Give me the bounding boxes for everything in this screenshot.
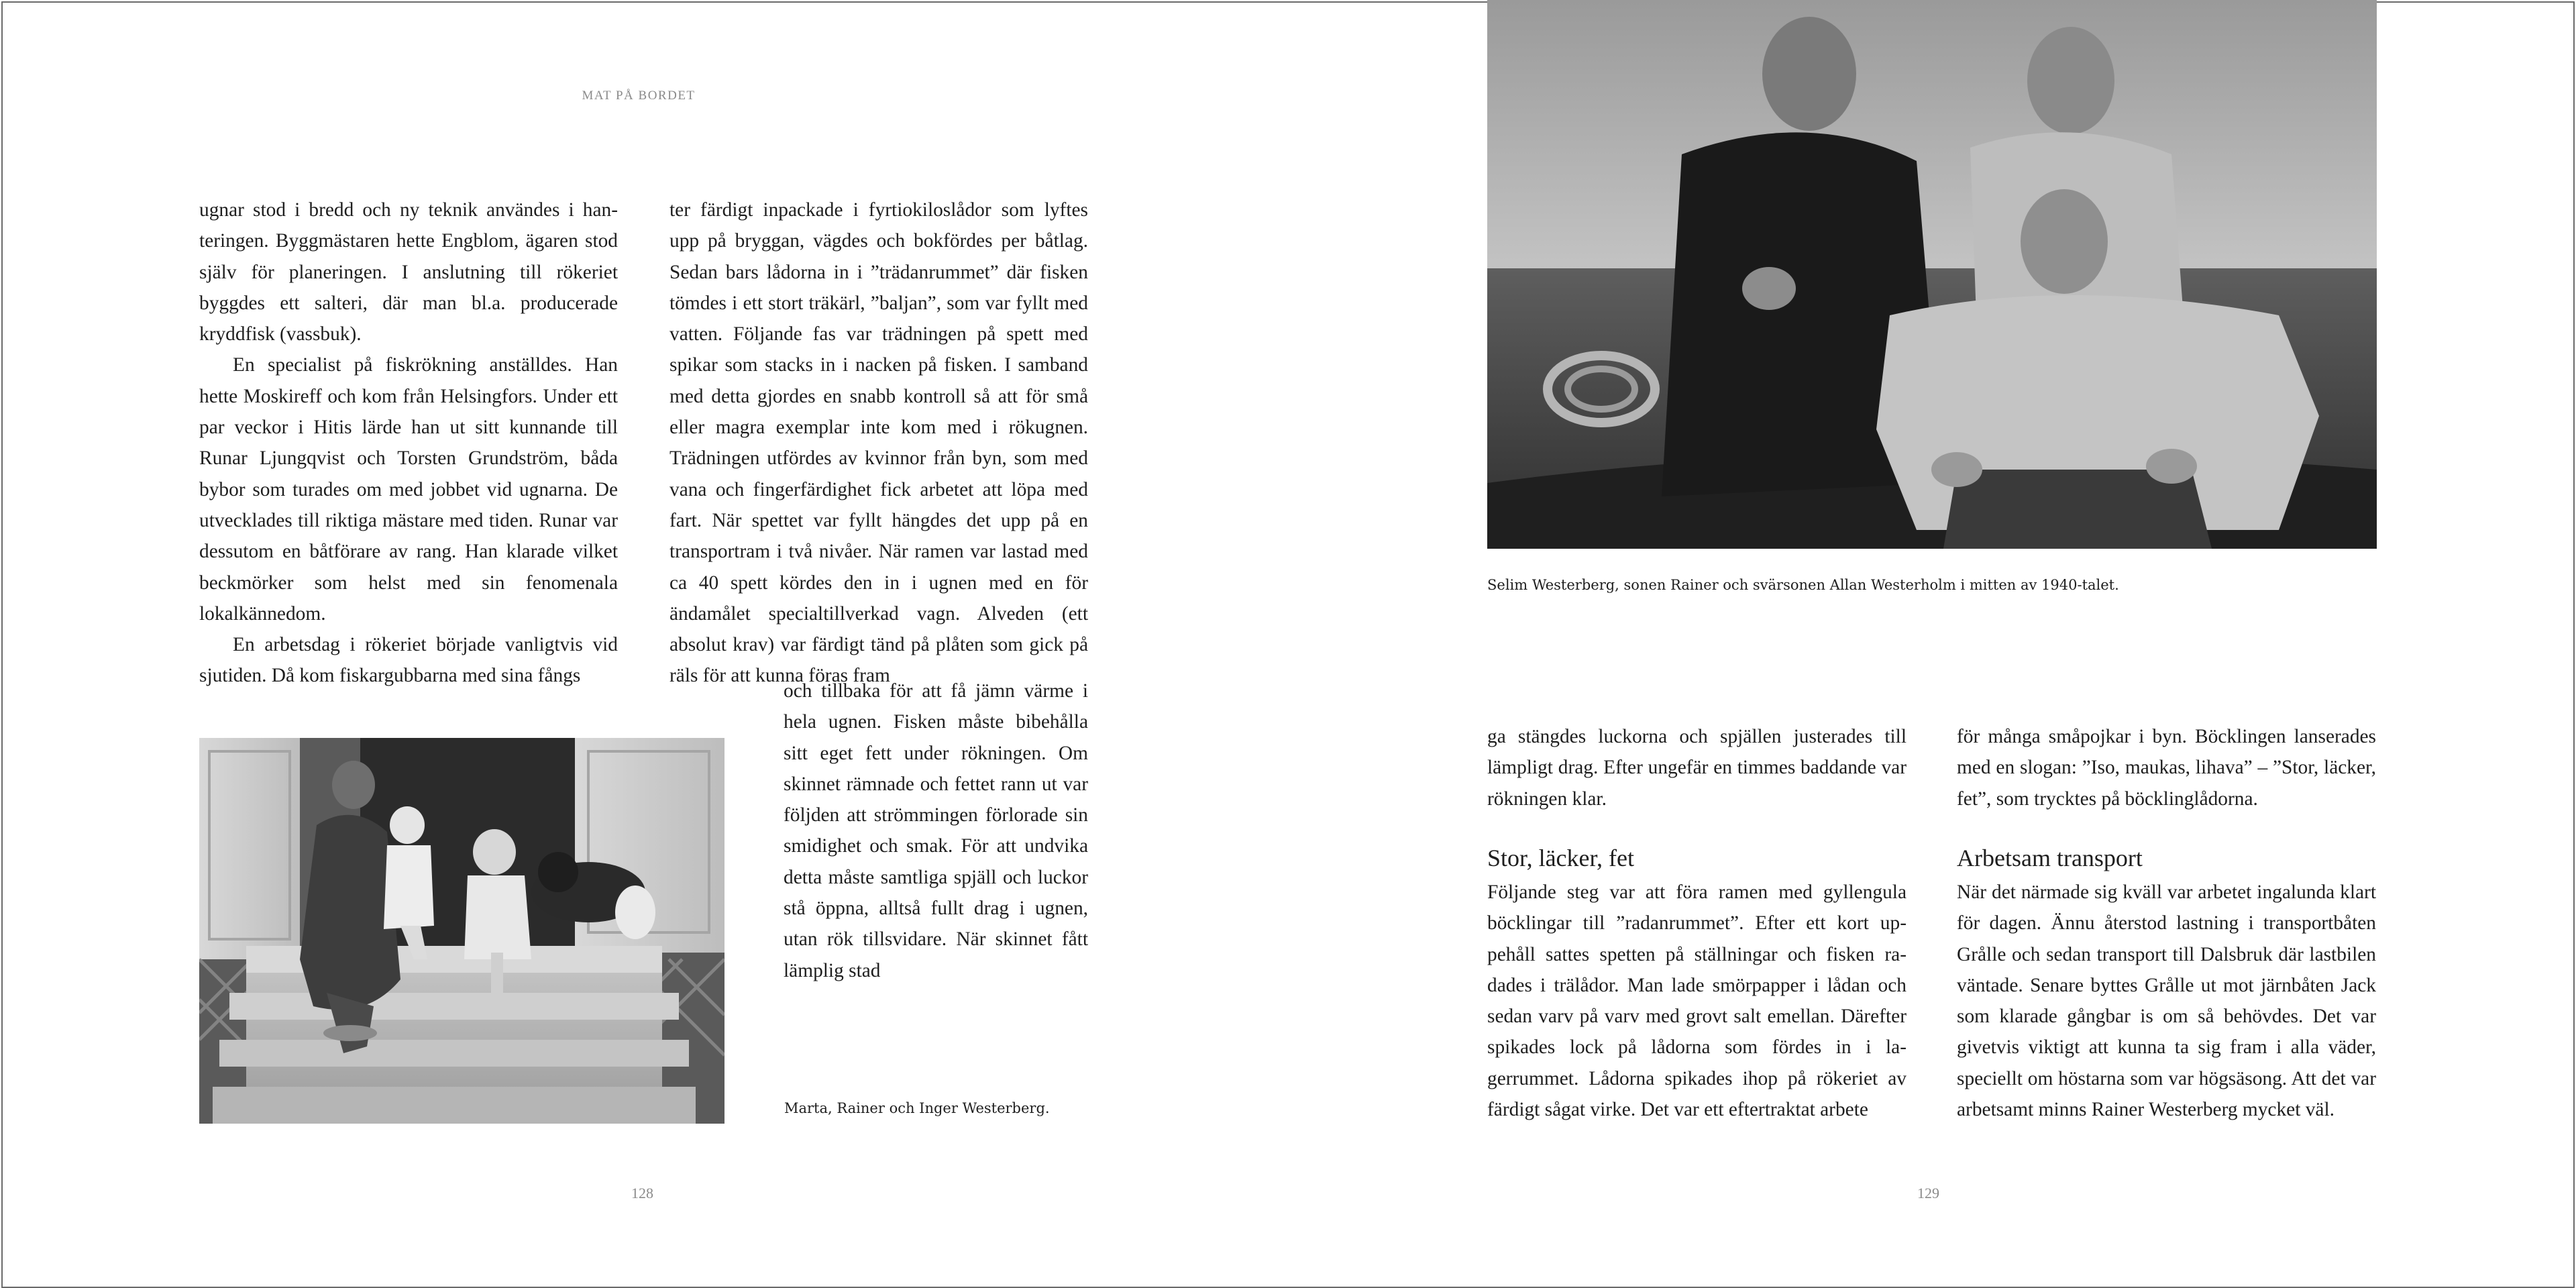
paragraph: för många småpojkar i byn. Böcklingen lanserades med en slogan: ”Iso, maukas, lihava” – ”Stor, läcker, fet”, som trycktes på böcklinglådorna. — [1957, 726, 2376, 810]
paragraph: En arbetsdag i rökeriet började vanligtvis vid sjutiden. Då kom fiskargubbarna med sina fångs — [199, 634, 618, 687]
text-column-b-upper — [669, 195, 1088, 692]
paragraph: En specialist på fiskrökning anställdes. Han hette Moskireff och kom från Helsingfors. Under ett par veckor i Hitis lärde han ut sitt kunnande till Runar Ljungqvist och Torsten Grundström, båda bybor som turades om med jobbet vid ugnarna. De utvecklades till riktiga mästare med tiden. Runar var dessutom en båtförare av rang. Han klarade vilket beckmörker som helst med sin fenomenala lokalkännedom. — [199, 354, 618, 625]
paragraph: och tillbaka för att få jämn värme i hela ugnen. Fisken måste bibehålla sitt eget fett under rökningen. Om skinnet rämnade och fettet rann ut var följden att strömmingen förlorade sin smidighet och smak. För att undvika detta måste samtliga spjäll och luckor stå öppna, alltså fullt drag i ugnen, utan rök tillsvidare. När skinnet fått lämplig stad — [784, 680, 1088, 981]
section-heading: Stor, läcker, fet — [1487, 845, 1635, 871]
right-page — [1288, 0, 2576, 1288]
page-number: 129 — [1917, 1185, 1939, 1201]
paragraph: Följande steg var att föra ramen med gyllengula böcklingar till ”radanrummet”. Efter ett kort uppehåll sattes spetten på ställningar och fisken radades i trälådor. Man lade smörpapper i lådan och sedan varv på varv med grovt salt emellan. Därefter spikades lock på lådorna som fördes in i lagerrummet. Lådorna spikades ihop på rökeriet av färdigt sågat virke. Det var ett eftertraktat arbete — [1487, 881, 1907, 1121]
paragraph: ga stängdes luckorna och spjällen justerades till lämpligt drag. Efter ungefär en timmes baddande var rökningen klar. — [1487, 726, 1907, 810]
running-head: MAT PÅ BORDET — [582, 89, 696, 103]
boat-photo-image — [1487, 0, 2377, 549]
section-heading: Arbetsam transport — [1957, 845, 2143, 871]
paragraph: ugnar stod i bredd och ny teknik användes i hanteringen. Byggmästaren hette Engblom, ägaren stod själv för planeringen. I anslutning till rökeriet byggdes ett salteri, där man bl.a. producerade kryddfisk (vassbuk). — [199, 199, 618, 345]
page-number: 128 — [631, 1185, 653, 1201]
text-column-b-lower — [784, 676, 1088, 986]
text-column-c-body — [1487, 877, 1907, 1125]
family-photo — [199, 738, 724, 1124]
text-column-d-intro — [1957, 721, 2376, 814]
boat-photo — [1487, 0, 2377, 549]
paragraph: ter färdigt inpackade i fyrtiokiloslådor som lyftes upp på bryggan, vägdes och bokfördes per båtlag. Sedan bars lådorna in i ”trädanrummet” där fisken tömdes i ett stort träkärl, ”baljan”, som var fyllt med vatten. Följande fas var trädningen på spett med spikar som stacks in i nacken på fisken. I samband med detta gjordes en snabb kontroll så att för små eller magra exemplar inte kom med i rökugnen. Trädningen utfördes av kvinnor från byn, som med vana och fingerfärdighet fick arbetet att löpa med fart. När spettet var fyllt hängdes det upp på en transportram i två nivåer. När ramen var lastad med ca 40 spett kördes den in i ugnen med en för ändamålet specialtillverkad vagn. Alveden (ett absolut krav) var färdigt tänd på plåten som gick på räls för att kunna föras fram — [669, 199, 1088, 687]
photo-caption: Marta, Rainer och Inger Westerberg. — [784, 1100, 1050, 1116]
family-photo-image — [199, 738, 724, 1124]
photo-caption: Selim Westerberg, sonen Rainer och svärsonen Allan Westerholm i mitten av 1940-talet. — [1487, 577, 2119, 593]
text-column-a — [199, 195, 618, 692]
text-column-c-intro — [1487, 721, 1907, 814]
paragraph: När det närmade sig kväll var arbetet ingalunda klart för dagen. Ännu återstod lastning i transportbåten Grålle och sedan transport till Dalsbruk där lastbilen väntade. Senare byttes Grålle ut mot järnbåten Jack som klarade gångbar is om så behövdes. Det var givetvis viktigt att kunna ta sig fram i alla väder, speciellt om höstarna som var högsäsong. Att det var arbetsamt minns Rainer Westerberg mycket väl. — [1957, 881, 2376, 1121]
text-column-d-body — [1957, 877, 2376, 1125]
